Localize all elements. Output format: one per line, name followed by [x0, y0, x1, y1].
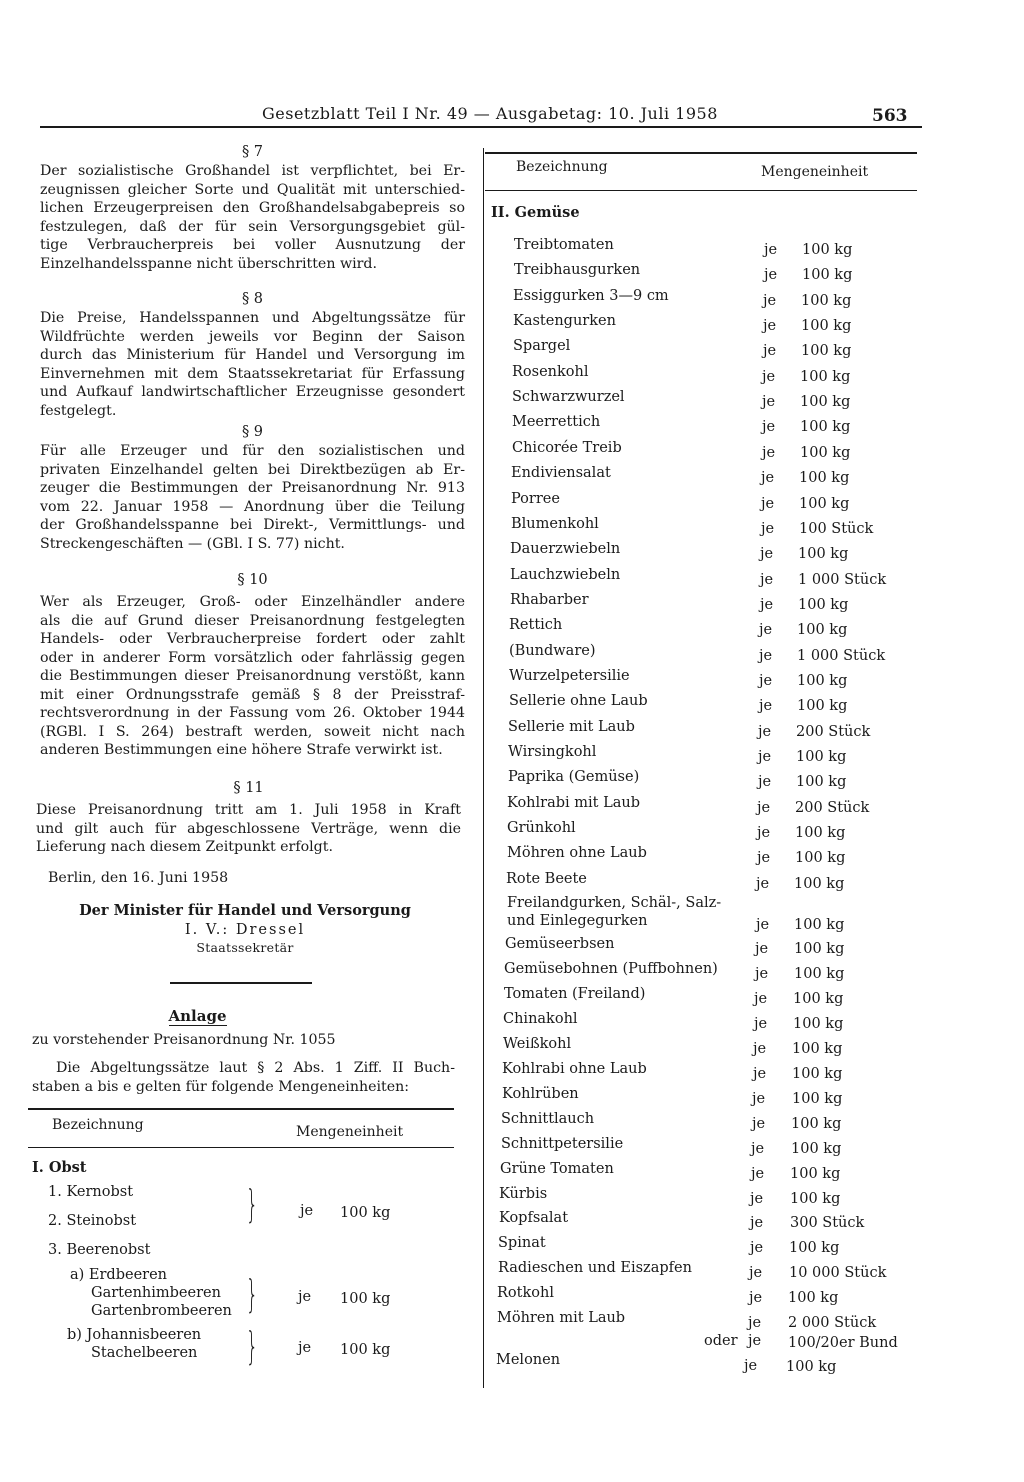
- text-line: Diese Preisanordnung tritt am 1. Juli 1958 in Kraft: [36, 802, 461, 818]
- vegetable-name: Spinat: [498, 1235, 546, 1252]
- vegetable-name: Wurzelpetersilie: [509, 667, 630, 684]
- list-item: 1. Kernobst: [48, 1184, 134, 1200]
- unit-je: je: [744, 1358, 758, 1374]
- unit-je: je: [750, 1215, 764, 1232]
- vegetable-name: Rhabarber: [510, 591, 589, 608]
- unit-qty: 100 kg: [794, 965, 845, 982]
- unit-qty: 100 kg: [340, 1342, 391, 1358]
- unit-qty: 300 Stück: [790, 1215, 865, 1232]
- unit-je: je: [757, 799, 771, 816]
- vegetable-name: Meerrettich: [512, 414, 601, 431]
- text-line: (RGBl. I S. 264) bestraft werden, soweit nicht nach: [40, 723, 465, 740]
- vegetable-name: Lauchzwiebeln: [510, 566, 621, 583]
- vegetable-name: Weißkohl: [503, 1035, 572, 1052]
- unit-qty: 100 kg: [801, 318, 852, 335]
- unit-qty: 100 kg: [788, 1290, 839, 1307]
- text-line: festzulegen, daß der für sein Versorgungsgebiet gül-: [40, 218, 465, 235]
- vegetable-name: Kohlrabi mit Laub: [507, 794, 640, 811]
- unit-je: je: [759, 672, 773, 689]
- unit-qty: 100/20er Bund: [788, 1335, 898, 1351]
- paragraph-11: [36, 780, 461, 857]
- unit-je: je: [300, 1203, 314, 1219]
- signature-name: I. V.: Dressel: [184, 922, 306, 938]
- unit-je: je: [762, 368, 776, 385]
- unit-qty: 100 kg: [800, 444, 851, 461]
- unit-je: je: [758, 774, 772, 791]
- unit-je: je: [761, 495, 775, 512]
- signature-rule: [170, 982, 312, 984]
- paragraph-9: [40, 424, 465, 553]
- unit-qty: 100 kg: [797, 672, 848, 689]
- unit-qty: 100 kg: [802, 242, 853, 258]
- vegetable-name: Kopfsalat: [499, 1210, 569, 1227]
- vegetable-name: Radieschen und Eiszapfen: [498, 1260, 692, 1277]
- unit-je: je: [752, 1090, 766, 1107]
- text-line: Der sozialistische Großhandel ist verpflichtet, bei Er-: [40, 163, 465, 179]
- oder-label: oder: [704, 1333, 738, 1349]
- vegetable-name: Essiggurken 3—9 cm: [513, 287, 669, 304]
- brace-glyph: }: [246, 1182, 259, 1226]
- anlage-intro: [32, 1059, 455, 1096]
- unit-qty: 200 Stück: [796, 723, 871, 740]
- unit-je: je: [763, 292, 777, 309]
- text-line: Die Abgeltungssätze laut § 2 Abs. 1 Ziff. II Buch-: [56, 1060, 455, 1076]
- section-heading: § 11: [233, 780, 264, 796]
- unit-je: je: [762, 394, 776, 411]
- vegetable-name: Rosenkohl: [512, 363, 589, 380]
- unit-je: je: [760, 571, 774, 588]
- unit-qty: 100 kg: [794, 941, 845, 957]
- unit-je: je: [757, 850, 771, 867]
- vegetable-name: Sellerie mit Laub: [508, 718, 635, 735]
- unit-qty: 100 kg: [802, 267, 853, 284]
- unit-qty: 100 kg: [793, 1015, 844, 1032]
- list-item: 2. Steinobst: [48, 1213, 137, 1229]
- page-number: 563: [872, 106, 908, 126]
- text-line: Einzelhandelsspanne nicht überschritten wird.: [40, 255, 378, 272]
- unit-je: je: [754, 990, 768, 1007]
- anlage-heading: [40, 1007, 355, 1025]
- unit-je: je: [764, 267, 778, 284]
- col-header-unit: Mengeneinheit: [296, 1124, 404, 1140]
- list-item: a) Erdbeeren: [70, 1267, 168, 1283]
- vegetable-name: Porree: [511, 490, 560, 507]
- unit-je: je: [763, 343, 777, 360]
- unit-qty: 100 kg: [797, 698, 848, 715]
- anlage-title: Anlage: [168, 1007, 227, 1025]
- vegetable-name: (Bundware): [509, 642, 596, 659]
- vegetable-name: Schnittpetersilie: [501, 1135, 624, 1152]
- unit-qty: 100 kg: [799, 470, 850, 487]
- unit-qty: 1 000 Stück: [798, 571, 887, 588]
- unit-qty: 100 kg: [800, 419, 851, 436]
- unit-qty: 100 kg: [801, 343, 852, 360]
- list-item: Stachelbeeren: [91, 1345, 198, 1361]
- unit-je: je: [757, 825, 771, 842]
- unit-qty: 100 kg: [796, 749, 847, 765]
- unit-je: je: [763, 318, 777, 335]
- unit-je: je: [748, 1315, 762, 1332]
- unit-je: je: [298, 1289, 312, 1305]
- unit-je: je: [749, 1265, 763, 1282]
- unit-je: je: [752, 1115, 766, 1132]
- text-line: als die auf Grund dieser Preisanordnung festgelegten: [40, 612, 465, 629]
- section-body: [40, 442, 465, 553]
- text-line: durch das Ministerium für Handel und Versorgung im: [40, 347, 465, 363]
- vegetable-name: Rettich: [509, 617, 563, 634]
- list-item: Gartenbrombeeren: [91, 1303, 232, 1319]
- text-line: Streckengeschäften — (GBl. I S. 77) nicht.: [40, 535, 345, 552]
- vegetable-name: Treibtomaten: [514, 237, 614, 253]
- unit-qty: 100 kg: [801, 292, 852, 309]
- unit-qty: 100 kg: [793, 990, 844, 1007]
- unit-je: je: [764, 242, 778, 258]
- unit-qty: 100 kg: [790, 1190, 841, 1207]
- unit-qty: 100 kg: [800, 368, 851, 385]
- text-line: mit einer Ordnungsstrafe gemäß § 8 der Preisstraf-: [40, 686, 465, 703]
- paragraph-8: [40, 291, 465, 420]
- text-line: Wer als Erzeuger, Groß- oder Einzelhändler andere: [40, 594, 465, 610]
- unit-je: je: [760, 596, 774, 613]
- unit-je: je: [762, 444, 776, 461]
- unit-qty: 1 000 Stück: [797, 647, 886, 664]
- vegetable-name: Grünkohl: [507, 820, 576, 837]
- text-line: staben a bis e gelten für folgende Mengeneinheiten:: [32, 1078, 410, 1095]
- unit-je: je: [762, 419, 776, 436]
- table-top-rule: [28, 1108, 454, 1110]
- section-body: [36, 801, 461, 857]
- unit-je: je: [759, 647, 773, 664]
- unit-je: je: [759, 698, 773, 715]
- unit-je: je: [755, 965, 769, 982]
- text-line: festgelegt.: [40, 402, 117, 419]
- unit-je: je: [751, 1140, 765, 1157]
- text-line: zeuger die Bestimmungen der Preisanordnung Nr. 913: [40, 480, 465, 496]
- vegetable-name: Schwarzwurzel: [512, 389, 625, 406]
- col-header-name: Bezeichnung: [52, 1117, 144, 1133]
- unit-qty: 100 kg: [799, 495, 850, 512]
- vegetable-name: Schnittlauch: [501, 1110, 595, 1127]
- unit-qty: 100 kg: [790, 1165, 841, 1182]
- vegetable-name: Gemüseerbsen: [505, 936, 615, 952]
- text-line: tige Verbraucherpreis bei voller Ausnutzung der: [40, 237, 465, 253]
- text-line: Wildfrüchte werden jeweils vor Beginn der Saison: [40, 328, 465, 345]
- unit-je: je: [753, 1040, 767, 1057]
- unit-je: je: [759, 622, 773, 639]
- header-rule: [40, 126, 922, 128]
- unit-je: je: [748, 1333, 762, 1349]
- vegetable-name: Chicorée Treib: [512, 439, 622, 456]
- unit-qty: 100 kg: [798, 596, 849, 613]
- unit-qty: 100 kg: [794, 917, 845, 933]
- text-line: zeugnissen gleicher Sorte und Qualität mit unterschied-: [40, 181, 465, 198]
- section-heading: § 9: [241, 424, 264, 440]
- list-item: Freilandgurken, Schäl-, Salz-: [507, 895, 722, 911]
- text-line: der Großhandelsspanne bei Direkt-, Vermittlungs- und: [40, 517, 465, 533]
- list-item: und Einlegegurken: [507, 913, 648, 929]
- vegetable-name: Rote Beete: [506, 870, 587, 887]
- vegetable-name: Paprika (Gemüse): [508, 769, 640, 786]
- unit-qty: 100 kg: [791, 1115, 842, 1132]
- unit-qty: 100 kg: [340, 1205, 391, 1221]
- section-heading: § 8: [241, 291, 264, 307]
- unit-qty: 10 000 Stück: [789, 1265, 887, 1282]
- text-line: privaten Einzelhandel gelten bei Direktbezügen ab Er-: [40, 461, 465, 478]
- unit-je: je: [749, 1290, 763, 1307]
- unit-qty: 100 kg: [795, 850, 846, 867]
- unit-je: je: [756, 917, 770, 933]
- unit-qty: 100 kg: [797, 622, 848, 639]
- brace-glyph: }: [246, 1324, 259, 1368]
- unit-je: je: [750, 1240, 764, 1257]
- paragraph-10: [40, 572, 465, 760]
- unit-je: je: [760, 546, 774, 563]
- section-body: [40, 162, 465, 273]
- text-line: die Bestimmungen dieser Preisanordnung verstößt, kann: [40, 668, 465, 684]
- vegetable-name: Endiviensalat: [511, 465, 611, 482]
- col-header-unit: Mengeneinheit: [761, 164, 869, 180]
- vegetable-name: Tomaten (Freiland): [504, 985, 646, 1002]
- unit-qty: 100 kg: [792, 1040, 843, 1057]
- unit-qty: 100 kg: [340, 1291, 391, 1307]
- section-heading: § 10: [237, 572, 268, 588]
- anlage-subtitle: zu vorstehender Preisanordnung Nr. 1055: [32, 1032, 336, 1048]
- unit-je: je: [751, 1165, 765, 1182]
- unit-qty: 100 Stück: [799, 520, 874, 537]
- text-line: Lieferung nach diesem Zeitpunkt erfolgt.: [36, 839, 333, 855]
- list-item: Melonen: [496, 1352, 561, 1368]
- text-line: Für alle Erzeuger und für den sozialistischen und: [40, 443, 465, 459]
- signature-office: Der Minister für Handel und Versorgung: [79, 902, 411, 919]
- text-line: vom 22. Januar 1958 — Anordnung über die Teilung: [40, 498, 465, 515]
- section-body: [40, 593, 465, 760]
- vegetable-name: Kohlrabi ohne Laub: [502, 1060, 647, 1077]
- text-line: und Aufkauf landwirtschaftlicher Erzeugnisse gesondert: [40, 384, 465, 400]
- section-gemuese: II. Gemüse: [491, 204, 580, 221]
- vegetable-name: Rotkohl: [497, 1285, 554, 1302]
- unit-qty: 100 kg: [795, 825, 846, 842]
- place-date: Berlin, den 16. Juni 1958: [48, 870, 229, 886]
- vegetable-name: Dauerzwiebeln: [510, 541, 621, 558]
- vegetable-name: Treibhausgurken: [514, 262, 641, 279]
- unit-je: je: [761, 470, 775, 487]
- text-line: Einvernehmen mit dem Staatssekretariat für Erfassung: [40, 365, 465, 382]
- unit-je: je: [758, 723, 772, 740]
- unit-qty: 200 Stück: [795, 799, 870, 816]
- vegetable-name: Sellerie ohne Laub: [509, 693, 648, 710]
- vegetable-name: Möhren mit Laub: [497, 1310, 626, 1327]
- unit-qty: 100 kg: [789, 1240, 840, 1257]
- section-heading: § 7: [241, 144, 264, 160]
- vegetable-name: Kastengurken: [513, 313, 616, 330]
- unit-qty: 2 000 Stück: [788, 1315, 877, 1332]
- vegetable-name: Kürbis: [499, 1185, 548, 1202]
- unit-je: je: [750, 1190, 764, 1207]
- unit-je: je: [758, 749, 772, 765]
- unit-qty: 100 kg: [796, 774, 847, 791]
- vegetable-name: Kohlrüben: [502, 1085, 579, 1102]
- vegetable-name: Gemüsebohnen (Puffbohnen): [504, 960, 718, 977]
- list-item: Gartenhimbeeren: [91, 1285, 221, 1301]
- column-divider: [483, 148, 484, 1388]
- vegetable-name: Möhren ohne Laub: [507, 845, 647, 862]
- unit-qty: 100 kg: [792, 1065, 843, 1082]
- section-body: [40, 309, 465, 420]
- unit-je: je: [756, 875, 770, 892]
- paragraph-7: [40, 144, 465, 273]
- unit-je: je: [754, 1015, 768, 1032]
- table-header-rule: [485, 190, 917, 191]
- text-line: und gilt auch für abgeschlossene Verträge, wenn die: [36, 820, 461, 837]
- col-header-name: Bezeichnung: [516, 159, 608, 175]
- unit-qty: 100 kg: [791, 1140, 842, 1157]
- vegetable-name: Grüne Tomaten: [500, 1160, 614, 1177]
- unit-qty: 100 kg: [786, 1359, 837, 1375]
- running-header: Gesetzblatt Teil I Nr. 49 — Ausgabetag: 10. Juli 1958: [262, 104, 718, 123]
- list-item: b) Johannisbeeren: [67, 1327, 202, 1343]
- section-obst: I. Obst: [32, 1159, 87, 1176]
- text-line: anderen Bestimmungen eine höhere Strafe verwirkt ist.: [40, 742, 443, 758]
- text-line: rechtsverordnung in der Fassung vom 26. Oktober 1944: [40, 705, 465, 721]
- unit-qty: 100 kg: [798, 546, 849, 563]
- unit-je: je: [755, 941, 769, 957]
- unit-qty: 100 kg: [792, 1090, 843, 1107]
- vegetable-name: Blumenkohl: [511, 515, 599, 532]
- text-line: lichen Erzeugerpreisen den Großhandelsabgabepreis so: [40, 200, 465, 216]
- vegetable-name: Wirsingkohl: [508, 744, 597, 760]
- list-item: 3. Beerenobst: [48, 1242, 151, 1258]
- text-line: oder in anderer Form vorsätzlich oder fahrlässig gegen: [40, 649, 465, 666]
- vegetable-name: Spargel: [513, 338, 571, 355]
- signature-role: Staatssekretär: [196, 940, 294, 955]
- brace-glyph: }: [246, 1272, 259, 1316]
- table-top-rule: [485, 152, 917, 154]
- unit-je: je: [761, 520, 775, 537]
- unit-je: je: [753, 1065, 767, 1082]
- text-line: Handels- oder Verbraucherpreise fordert oder zahlt: [40, 631, 465, 647]
- unit-qty: 100 kg: [800, 394, 851, 411]
- vegetable-name: Chinakohl: [503, 1010, 578, 1027]
- unit-je: je: [298, 1340, 312, 1356]
- unit-qty: 100 kg: [794, 875, 845, 892]
- text-line: Die Preise, Handelsspannen und Abgeltungssätze für: [40, 310, 465, 326]
- table-header-rule: [28, 1147, 454, 1148]
